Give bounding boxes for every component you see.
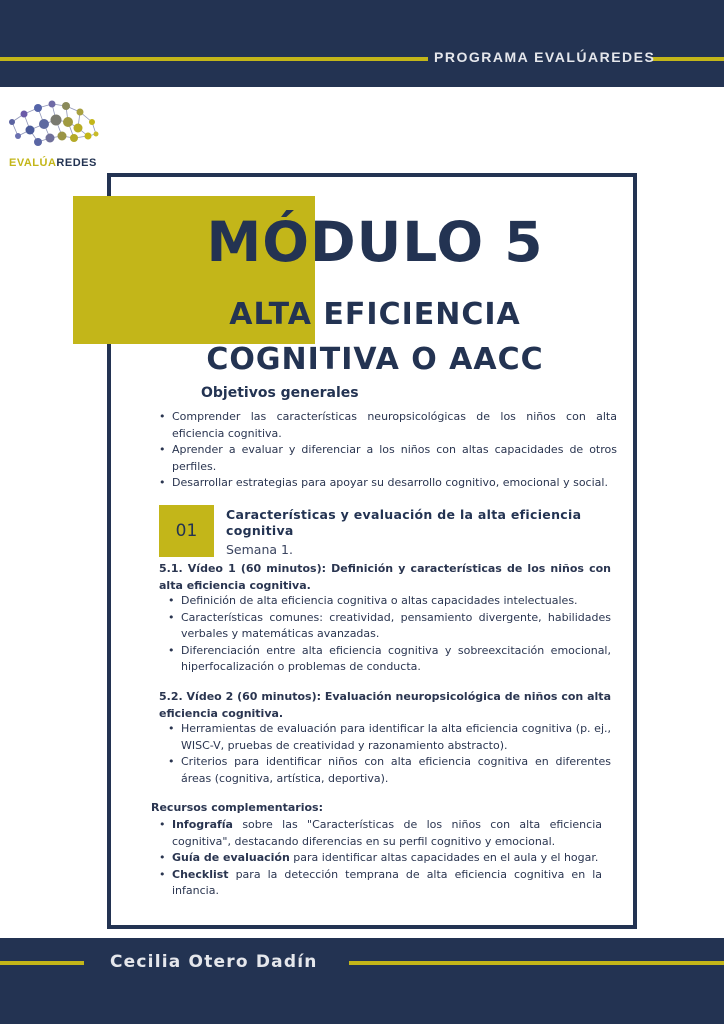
video2-heading: 5.2. Vídeo 2 (60 minutos): Evaluación neuropsicológica de niños con alta eficiencia cognitiva.	[159, 690, 611, 720]
list-item: • Definición de alta eficiencia cognitiva o altas capacidades intelectuales.	[168, 593, 611, 610]
list-item: • Infografía sobre las "Características de los niños con alta eficiencia cognitiva", destacando diferencias en su perfil cognitivo y emocional.	[159, 817, 602, 850]
list-item: • Diferenciación entre alta eficiencia cognitiva y sobreexcitación emocional, hiperfocalización o problemas de conducta.	[168, 643, 611, 676]
section-title: Características y evaluación de la alta eficiencia cognitiva	[226, 507, 582, 538]
list-item: • Comprender las características neuropsicológicas de los niños con alta eficiencia cognitiva.	[159, 409, 617, 442]
section-week: Semana 1.	[226, 542, 293, 557]
footer-accent-line-left	[0, 961, 84, 965]
objectives-heading: Objetivos generales	[201, 385, 359, 401]
list-item: • Checklist para la detección temprana de alta eficiencia cognitiva en la infancia.	[159, 867, 602, 900]
video1-list	[168, 593, 611, 676]
program-label: PROGRAMA EVALÚAREDES	[434, 49, 656, 65]
header-accent-line-left	[0, 57, 428, 61]
footer-band	[0, 938, 724, 1024]
video1-heading: 5.1. Vídeo 1 (60 minutos): Definición y características de los niños con alta eficiencia cognitiva.	[159, 562, 611, 592]
list-item: • Aprender a evaluar y diferenciar a los niños con altas capacidades de otros perfiles.	[159, 442, 617, 475]
list-item: • Herramientas de evaluación para identificar la alta eficiencia cognitiva (p. ej., WISC-V, pruebas de creatividad y razonamiento abstracto).	[168, 721, 611, 754]
module-title: MÓDULO 5	[206, 210, 544, 274]
author-name: Cecilia Otero Dadín	[110, 952, 318, 972]
logo-wordmark: EVALÚAREDES	[9, 157, 97, 169]
footer-accent-line-right	[349, 961, 724, 965]
section-number-badge: 01	[159, 505, 214, 557]
header-accent-line-right	[652, 57, 724, 61]
module-subtitle: ALTA EFICIENCIA COGNITIVA O AACC	[206, 297, 544, 377]
list-item: • Guía de evaluación para identificar altas capacidades en el aula y el hogar.	[159, 850, 602, 867]
list-item: • Desarrollar estrategias para apoyar su desarrollo cognitivo, emocional y social.	[159, 475, 617, 492]
list-item: • Características comunes: creatividad, pensamiento divergente, habilidades verbales y matemáticas avanzadas.	[168, 610, 611, 643]
resources-heading: Recursos complementarios:	[151, 801, 323, 814]
video2-list	[168, 721, 611, 787]
network-logo-icon	[4, 92, 104, 164]
list-item: • Criterios para identificar niños con alta eficiencia cognitiva en diferentes áreas (cognitiva, artística, deportiva).	[168, 754, 611, 787]
objectives-list	[159, 409, 617, 492]
header-band	[0, 0, 724, 87]
resources-list	[159, 817, 602, 900]
